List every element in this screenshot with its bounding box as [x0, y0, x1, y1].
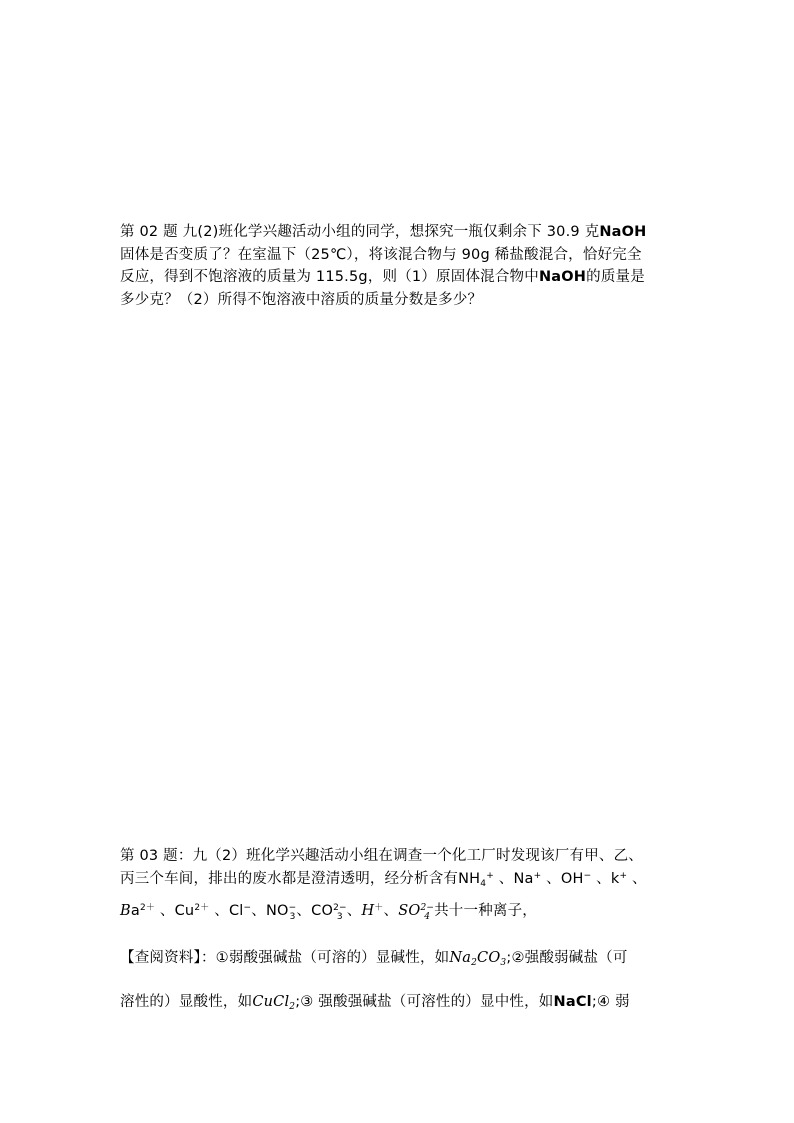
q3-line-1: 第 03 题：九（2）班化学兴趣活动小组在调查一个化工厂时发现该厂有甲、乙、 [120, 848, 643, 864]
co3-subscript: 3 [336, 912, 343, 922]
co3-charge: 2− [333, 903, 347, 913]
na2co3-sub-3: 3 [500, 958, 507, 968]
k-charge: + [619, 871, 628, 881]
ba-ion-b: B [120, 903, 131, 919]
cl-ion: 、Cl [214, 903, 244, 919]
ba-charge: 2＋ [139, 903, 156, 913]
reference-text-2: ;②强酸弱碱盐（可 [506, 950, 628, 966]
reference-text-3: 溶性的）显酸性，如 [120, 994, 253, 1010]
reference-text-4: ;③ 强酸强碱盐（可溶性的）显中性，如 [295, 994, 554, 1010]
q2-line-3-text: 反应，得到不饱溶液的质量为 115.5g，则（1）原固体混合物中 [120, 269, 539, 285]
so4-ion: SO [398, 903, 421, 919]
cu-charge: 2＋ [194, 903, 210, 913]
q2-line-4: 多少克？（2）所得不饱溶液中溶质的质量分数是多少？ [120, 291, 483, 308]
na-ion: 、Na [498, 871, 534, 887]
q3-line-2 [120, 867, 647, 889]
q2-line-1-text: 第 02 题 九(2)班化学兴趣活动小组的同学，想探究一瓶仅剩余下 30.9 克 [120, 224, 600, 240]
oh-charge: − [583, 871, 592, 881]
h-ion: H [361, 903, 375, 919]
q2-line-1 [120, 221, 680, 244]
naoh-formula: NaOH [538, 269, 587, 285]
ba-ion-a: a [130, 903, 140, 919]
cl-charge: − [243, 903, 252, 913]
no3-ion: 、NO [251, 903, 289, 919]
cucl2-formula: CuCl [252, 994, 290, 1010]
no3-charge: − [288, 903, 297, 913]
q2-line-3-tail: 的质量是 [586, 269, 645, 285]
na2co3-formula: Na [449, 950, 472, 966]
q2-line-2: 固体是否变质了？在室温下（25℃），将该混合物与 90g 稀盐酸混合，恰好完全 [120, 246, 642, 263]
q3-line-3 [120, 899, 537, 922]
oh-ion: 、OH [546, 871, 584, 887]
no3-subscript: 3 [289, 912, 296, 922]
separator: 、 [632, 871, 647, 887]
so4-charge: 2− [420, 903, 435, 913]
nh4-subscript: 4 [480, 879, 487, 889]
q3-line-5 [120, 990, 630, 1012]
q3-line-2-text: 丙三个车间，排出的废水都是澄清透明，经分析含有NH [120, 871, 481, 887]
question-02 [120, 221, 680, 311]
k-ion: 、k [596, 871, 620, 887]
co3-ion: 、CO [296, 903, 334, 919]
separator: 、 [346, 903, 362, 919]
separator: 、 [383, 903, 399, 919]
na2co3-sub-2: 2 [471, 958, 478, 968]
cucl2-sub-2: 2 [289, 1002, 296, 1012]
na2co3-co: CO [477, 950, 501, 966]
naoh-formula: NaOH [599, 224, 647, 240]
cu-ion: 、Cu [159, 903, 195, 919]
co3-script [333, 904, 347, 922]
nacl-formula: NaCl [553, 994, 592, 1010]
q3-line-4 [120, 946, 628, 968]
so4-script [420, 904, 434, 922]
q3-line-3-tail: 共十一种离子， [434, 903, 538, 919]
so4-subscript: 4 [424, 912, 431, 922]
na-charge: + [533, 871, 542, 881]
q2-line-3 [120, 266, 680, 289]
h-charge: ＋ [374, 903, 384, 913]
reference-text-5: ;④ 弱 [591, 994, 630, 1010]
nh4-charge: + [486, 871, 494, 881]
reference-text: 【查阅资料】：①弱酸强碱盐（可溶的）显碱性，如 [120, 950, 450, 966]
